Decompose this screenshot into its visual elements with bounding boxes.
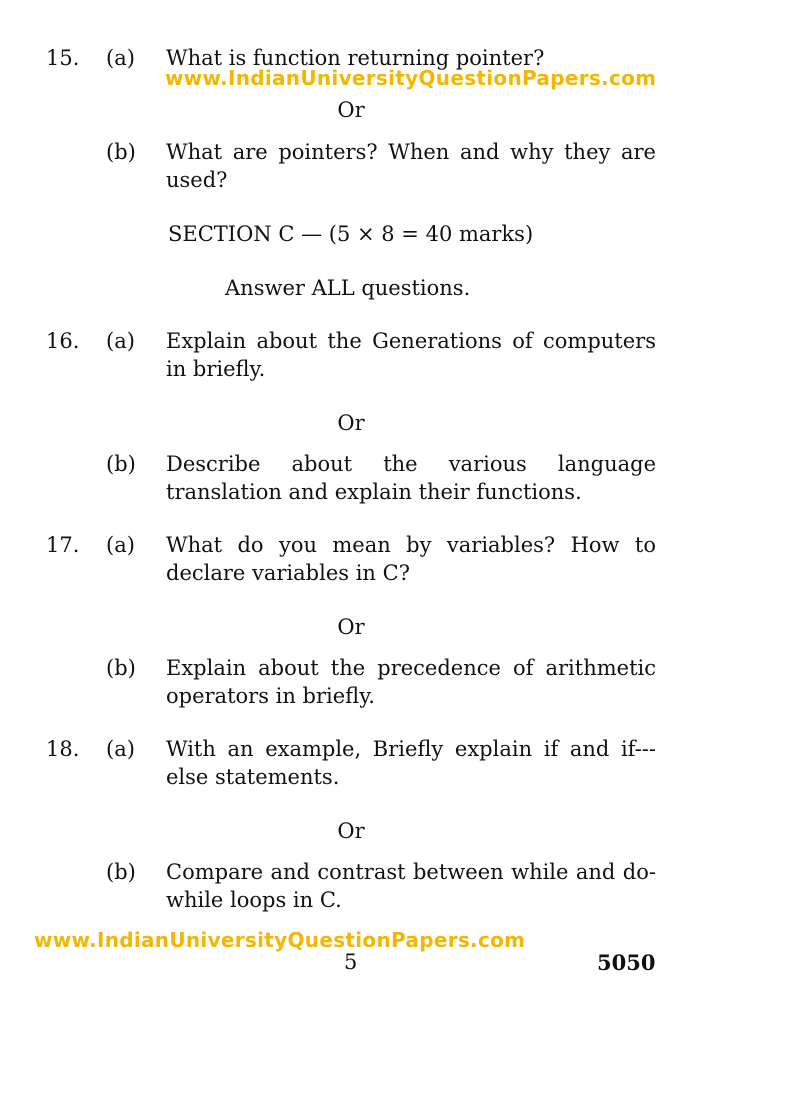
question-16-number: 16. (46, 329, 80, 353)
question-15b-text: What are pointers? When and why they are used? (166, 140, 656, 192)
question-16b-text: Describe about the various language translation and explain their functions. (166, 452, 656, 504)
question-15-number: 15. (46, 46, 80, 70)
section-instruction: Answer ALL questions. (225, 276, 471, 300)
or-separator-15: Or (337, 98, 365, 122)
question-18a-text: With an example, Briefly explain if and if---else statements. (166, 737, 656, 789)
question-16a-text: Explain about the Generations of computers in briefly. (166, 329, 656, 381)
question-15a-text: What is function returning pointer? (166, 46, 545, 70)
question-18b-label: (b) (106, 860, 136, 884)
question-17a-label: (a) (106, 533, 135, 557)
or-separator-16: Or (337, 411, 365, 435)
or-separator-18: Or (337, 819, 365, 843)
question-16b-label: (b) (106, 452, 136, 476)
question-17-number: 17. (46, 533, 80, 557)
question-18b-text: Compare and contrast between while and do-while loops in C. (166, 860, 656, 912)
question-17a-text: What do you mean by variables? How to declare variables in C? (166, 533, 656, 585)
watermark-top[interactable]: www.IndianUniversityQuestionPapers.com (165, 66, 657, 90)
paper-code: 5050 (597, 950, 656, 975)
watermark-bottom[interactable]: www.IndianUniversityQuestionPapers.com (34, 928, 526, 952)
question-17b-label: (b) (106, 656, 136, 680)
question-15b-label: (b) (106, 140, 136, 164)
question-16a-label: (a) (106, 329, 135, 353)
section-heading: SECTION C — (5 × 8 = 40 marks) (168, 222, 534, 246)
or-separator-17: Or (337, 615, 365, 639)
question-18-number: 18. (46, 737, 80, 761)
page-number: 5 (344, 950, 358, 974)
question-17b-text: Explain about the precedence of arithmetic operators in briefly. (166, 656, 656, 708)
question-18a-label: (a) (106, 737, 135, 761)
question-15a-label: (a) (106, 46, 135, 70)
